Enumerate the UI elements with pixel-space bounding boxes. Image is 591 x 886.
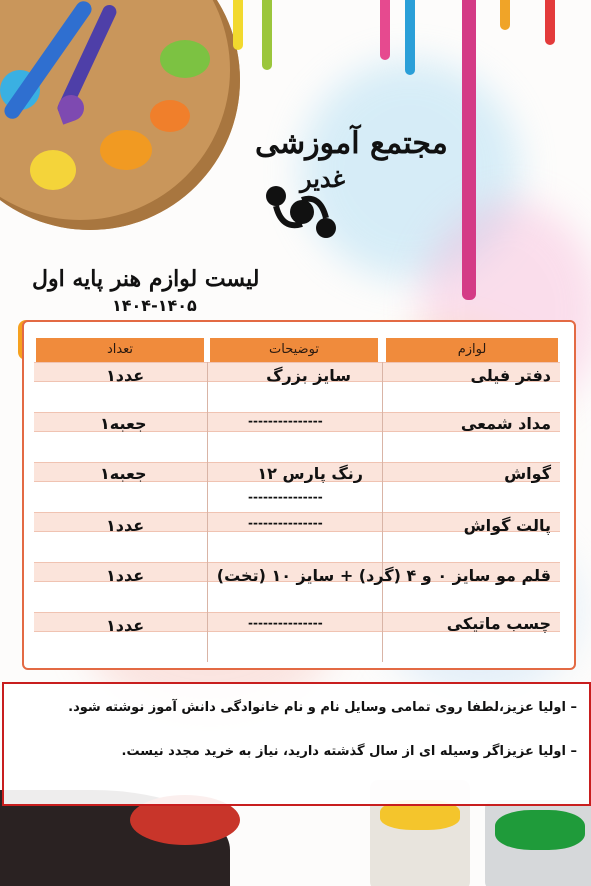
list-title: لیست لوازم هنر پایه اول xyxy=(32,266,260,292)
note-line: – اولیا عزیز،لطفا روی تمامی وسایل نام و نام خانوادگی دانش آموز نوشته شود. xyxy=(68,700,577,715)
column-header-description: توضیحات xyxy=(210,338,378,362)
table-row-desc: --------------- xyxy=(248,414,323,428)
table-row-item: گواش xyxy=(504,464,551,483)
table-row-qty: ۱عدد xyxy=(106,566,145,585)
table-row-item: پالت گواش xyxy=(463,516,551,535)
table-row-qty: ۱عدد xyxy=(106,366,145,385)
table-row-qty: ۱جعبه xyxy=(100,464,147,483)
table-row-desc: ۱۲ رنگ پارس xyxy=(257,464,363,483)
table-row-qty: ۱عدد xyxy=(106,616,145,635)
column-header-items: لوازم xyxy=(386,338,558,362)
note-line: – اولیا عزیزاگر وسیله ای از سال گذشته دارید، نیاز به خرید مجدد نیست. xyxy=(121,744,577,759)
school-name-line1: مجتمع آموزشی xyxy=(255,126,448,161)
table-row-qty: ۱عدد xyxy=(106,516,145,535)
table-row-qty: ۱جعبه xyxy=(100,414,147,433)
table-row-item: مداد شمعی xyxy=(460,414,551,433)
table-row-item: قلم مو سایز ۰ و ۴ (گرد) + سایز ۱۰ (تخت) xyxy=(216,566,551,585)
school-name-line2: غدیر xyxy=(300,164,346,193)
column-header-quantity: تعداد xyxy=(36,338,204,362)
list-year: ۱۴۰۴-۱۴۰۵ xyxy=(112,296,197,315)
school-logo-icon xyxy=(262,180,340,242)
table-row-item: دفتر فیلی xyxy=(470,366,551,385)
table-row-desc: سایز بزرگ xyxy=(266,366,351,385)
table-row-desc: --------------- xyxy=(248,616,323,630)
paint-palette-icon xyxy=(0,0,240,230)
table-row-desc: --------------- xyxy=(248,516,323,530)
table-row-item: چسب ماتیکی xyxy=(446,614,551,633)
table-row-desc: --------------- xyxy=(248,490,323,504)
